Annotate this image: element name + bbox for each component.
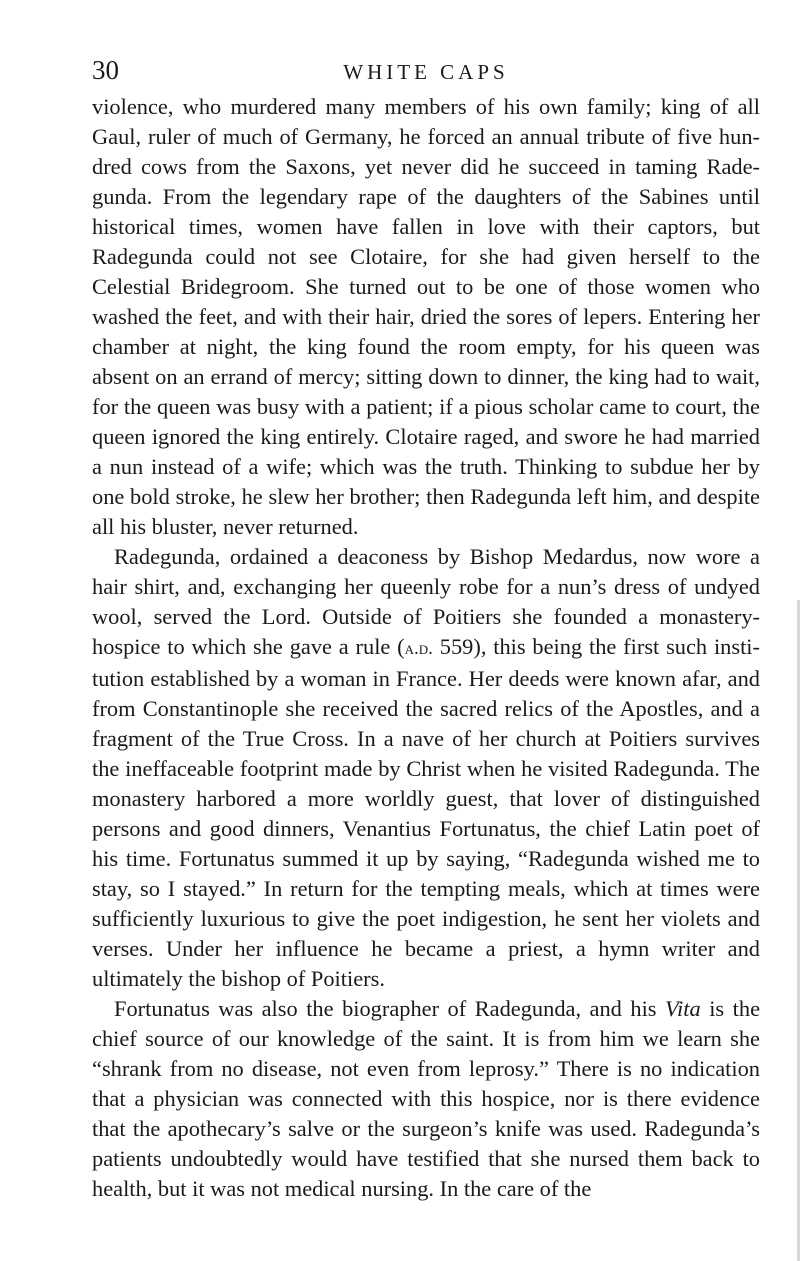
- paragraph-1-text: violence, who murdered many members of his own family; king of all Gaul, ruler of much of Germany, he forced an annual tribute of five hundred cows from the Saxons, yet never did he succeed in taming Radegunda. From the legendary rape of the daughters of the Sabines until historical times, women have fallen in love with their captors, but Radegunda could not see Clotaire, for she had given herself to the Celestial Bridegroom. She turned out to be one of those women who washed the feet, and with their hair, dried the sores of lepers. Entering her chamber at night, the king found the room empty, for his queen was absent on an errand of mercy; sitting down to dinner, the king had to wait, for the queen was busy with a patient; if a pious scholar came to court, the queen ignored the king entirely. Clotaire raged, and swore he had married a nun instead of a wife; which was the truth. Thinking to subdue her by one bold stroke, he slew her brother; then Radegunda left him, and despite all his bluster, never returned.: [92, 94, 760, 539]
- paragraph-3: [92, 994, 760, 1204]
- paragraph-2-text-start: Radegunda, ordained a deaconess by Bishop Medardus, now wore a hair shirt, and, exchanging her queenly robe for a nun’s dress of undyed wool, served the Lord. Outside of Poitiers she founded a monastery-hospice to which she gave a rule (: [92, 544, 760, 659]
- paragraph-3-text-end: is the chief source of our knowledge of the saint. It is from him we learn she “shrank from no disease, not even from leprosy.” There is no indication that a physician was connected with this hospice, nor is there evidence that the apothecary’s salve or the surgeon’s knife was used. Radegunda’s patients undoubtedly would have testified that she nursed them back to health, but it was not medical nursing. In the care of the: [92, 996, 761, 1201]
- era-abbreviation: a.d.: [404, 638, 433, 659]
- paragraph-3-text-start: Fortunatus was also the biographer of Radegunda, and his: [114, 996, 666, 1021]
- body-text: [92, 92, 760, 1204]
- page-number: 30: [92, 55, 119, 85]
- running-title: WHITE CAPS: [343, 60, 509, 84]
- paragraph-1: [92, 92, 760, 542]
- running-head: [92, 52, 760, 88]
- paragraph-2-text-end: 559), this being the first such institution established by a woman in France. Her deeds were known afar, and from Constantinople she received the sacred relics of the Apostles, and a fragment of the True Cross. In a nave of her church at Poitiers survives the ineffaceable footprint made by Christ when he visited Radegunda. The monastery harbored a more worldly guest, that lover of distinguished persons and good dinners, Venantius Fortunatus, the chief Latin poet of his time. Fortunatus summed it up by saying, “Radegunda wished me to stay, so I stayed.” In return for the tempting meals, which at times were sufficiently luxurious to give the poet indigestion, he sent her violets and verses. Under her influence he became a priest, a hymn writer and ultimately the bishop of Poitiers.: [92, 634, 760, 991]
- book-title-vita: Vita: [665, 996, 701, 1021]
- paragraph-2: [92, 542, 760, 994]
